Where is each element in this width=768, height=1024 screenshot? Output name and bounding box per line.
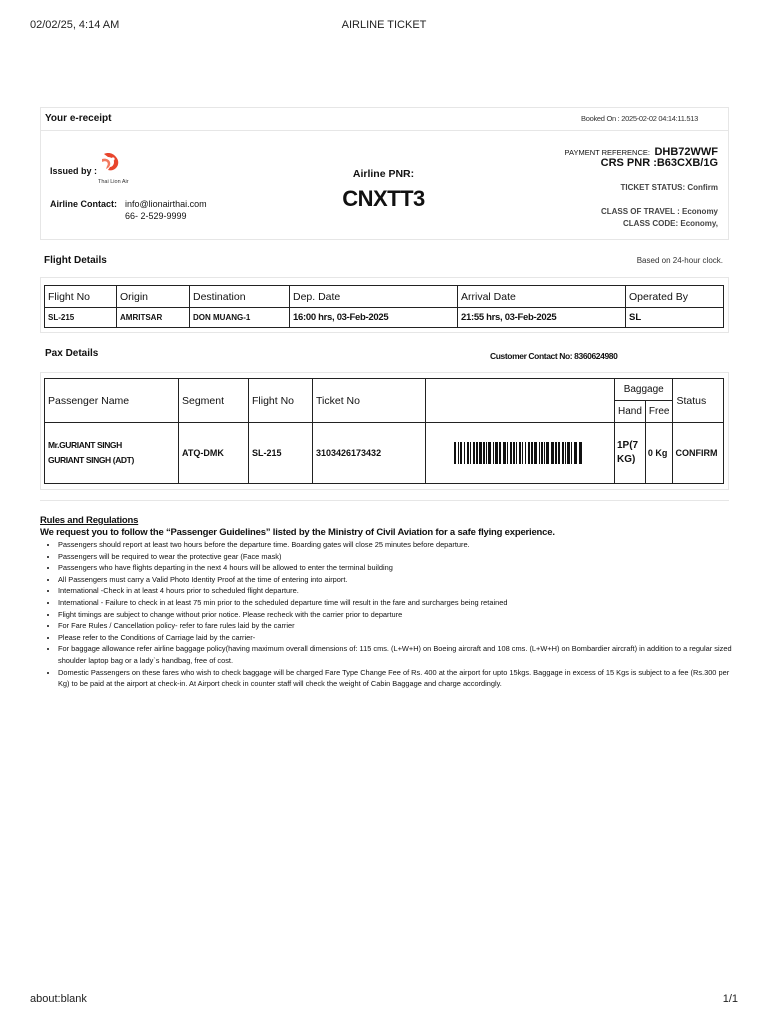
- col-flight-no: Flight No: [45, 286, 117, 308]
- pax-table: [44, 378, 724, 484]
- print-page-number: 1/1: [722, 993, 738, 1005]
- col-origin: Origin: [117, 286, 190, 308]
- flight-details-note: Based on 24-hour clock.: [636, 256, 723, 265]
- hand-baggage-cell: 1P(7 KG): [615, 423, 646, 484]
- rule-item: • Domestic Passengers on these fares who wish to check baggage will be charged Fare Type Change Fee of Rs. 400 at the airport for upto 15kgs. Baggage in excess of 15 Kgs is subject to a fee (Rs.300 per Kg) to be paid at the airport at check-in. At Airport check in counter staff will check the weight of Cabin Baggage and charge accordingly.: [58, 667, 740, 690]
- airline-contact-phone: 66- 2-529-9999: [125, 211, 187, 221]
- rule-item: • Passengers who have flights departing in the next 4 hours will be allowed to enter the terminal building: [58, 562, 740, 574]
- rule-item: • International -Check in at least 4 hours prior to scheduled flight departure.: [58, 585, 740, 597]
- receipt-title: Your e-receipt: [45, 113, 112, 124]
- origin-cell: AMRITSAR: [117, 308, 190, 328]
- segment-cell: ATQ-DMK: [179, 423, 249, 484]
- flight-no-cell: SL-215: [45, 308, 117, 328]
- pnr-value: CNXTT3: [342, 186, 425, 211]
- col-dep-date: Dep. Date: [290, 286, 458, 308]
- rule-item: • For baggage allowance refer airline baggage policy(having maximum overall dimensions of: 115 cms. (L+W+H) on Boeing aircraft and 108 cms. (L+W+H) on Bombardier aircraft) in addition to a regular sized shoulder laptop bag or a lady`s handbag, free of cost.: [58, 643, 740, 666]
- flight-details-title: Flight Details: [44, 255, 107, 266]
- rules-title: Rules and Regulations: [40, 515, 139, 526]
- airline-contact-label: Airline Contact:: [50, 199, 118, 209]
- barcode-cell: [426, 423, 615, 484]
- flight-data-row: [45, 308, 724, 328]
- col-hand: Hand: [615, 401, 646, 423]
- col-barcode: [426, 379, 615, 423]
- barcode-icon: [454, 442, 588, 464]
- passenger-name-line1: Mr.GURIANT SINGH: [48, 440, 122, 450]
- pax-header-row-1: [45, 379, 724, 401]
- ticket-no-cell: 3103426173432: [313, 423, 426, 484]
- pax-data-row: [45, 423, 724, 484]
- rules-section: [40, 515, 740, 690]
- flight-header-row: [45, 286, 724, 308]
- pnr-label: Airline PNR:: [352, 168, 415, 180]
- issued-by-label: Issued by :: [50, 166, 98, 176]
- print-url: about:blank: [30, 993, 87, 1005]
- pax-status-cell: CONFIRM: [673, 423, 724, 484]
- booked-on: Booked On : 2025-02-02 04:14:11.513: [581, 114, 698, 123]
- col-ticket-no: Ticket No: [313, 379, 426, 423]
- col-pax-flight-no: Flight No: [249, 379, 313, 423]
- rule-item: • Flight timings are subject to change without prior notice. Please recheck with the carrier prior to departure: [58, 609, 740, 621]
- class-code: CLASS CODE: Economy,: [623, 219, 718, 228]
- rule-item: • For Fare Rules / Cancellation policy- refer to fare rules laid by the carrier: [58, 620, 740, 632]
- col-arrival-date: Arrival Date: [458, 286, 626, 308]
- destination-cell: DON MUANG-1: [190, 308, 290, 328]
- flight-details-table: [44, 285, 724, 328]
- col-baggage: Baggage: [615, 379, 673, 401]
- payment-reference-value: DHB72WWF: [654, 146, 718, 158]
- dep-date-cell: 16:00 hrs, 03-Feb-2025: [290, 308, 458, 328]
- crs-pnr: CRS PNR :B63CXB/1G: [600, 157, 718, 169]
- passenger-name-cell: [45, 423, 179, 484]
- print-title: AIRLINE TICKET: [341, 19, 427, 31]
- rule-item: • International - Failure to check in at least 75 min prior to the scheduled departure time will result in the fare and surcharges being retained: [58, 597, 740, 609]
- airline-name: Thai Lion Air: [98, 179, 129, 185]
- rule-item: • Passengers will be required to wear the protective gear (Face mask): [58, 551, 740, 563]
- pax-details-title: Pax Details: [45, 348, 99, 359]
- airline-contact-email: info@lionairthai.com: [125, 199, 207, 209]
- class-of-travel: CLASS OF TRAVEL : Economy: [600, 207, 718, 216]
- rule-item: • All Passengers must carry a Valid Photo Identity Proof at the time of entering into airport.: [58, 574, 740, 586]
- print-datetime: 02/02/25, 4:14 AM: [30, 19, 120, 31]
- col-free: Free: [645, 401, 673, 423]
- customer-contact: Customer Contact No: 8360624980: [490, 351, 618, 361]
- col-segment: Segment: [179, 379, 249, 423]
- pax-flight-no-cell: SL-215: [249, 423, 313, 484]
- rule-item: • Passengers should report at least two hours before the departure time. Boarding gates will close 25 minutes before departure.: [58, 539, 740, 551]
- receipt-box: [40, 107, 729, 240]
- ticket-status: TICKET STATUS: Confirm: [620, 183, 718, 192]
- airline-logo-icon: [99, 150, 123, 179]
- passenger-name-line2: GURIANT SINGH (ADT): [48, 455, 134, 465]
- operated-by-cell: SL: [626, 308, 724, 328]
- col-status: Status: [673, 379, 724, 423]
- rules-list: [40, 539, 740, 690]
- col-passenger-name: Passenger Name: [45, 379, 179, 423]
- rule-item: • Please refer to the Conditions of Carriage laid by the carrier-: [58, 632, 740, 644]
- col-operated-by: Operated By: [626, 286, 724, 308]
- payment-reference-label: PAYMENT REFERENCE:: [564, 148, 650, 157]
- rules-intro: We request you to follow the “Passenger Guidelines” listed by the Ministry of Civil Aviation for a safe flying experience.: [40, 527, 555, 538]
- free-baggage-cell: 0 Kg: [645, 423, 673, 484]
- arrival-date-cell: 21:55 hrs, 03-Feb-2025: [458, 308, 626, 328]
- divider: [40, 500, 729, 501]
- col-destination: Destination: [190, 286, 290, 308]
